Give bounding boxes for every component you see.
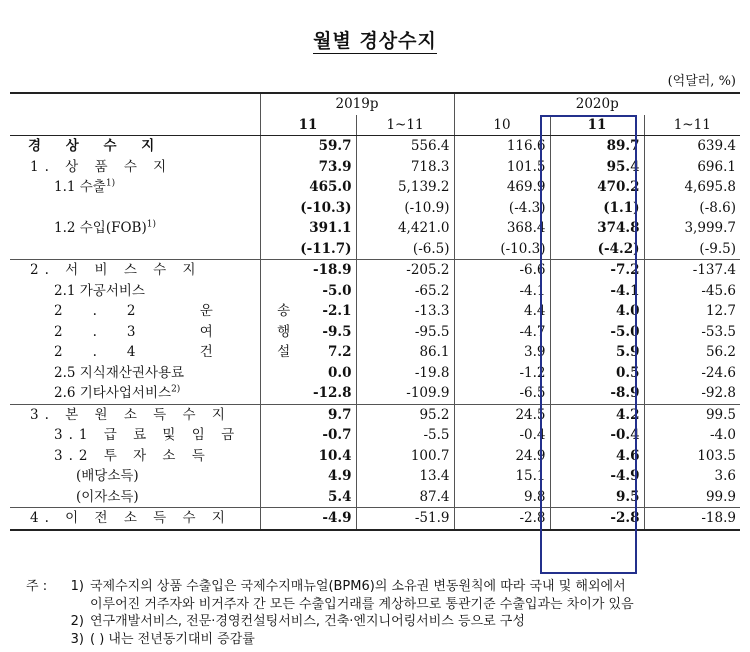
table-cell: -53.5 bbox=[644, 322, 740, 343]
row-label bbox=[10, 198, 260, 219]
table-cell: (1.1) bbox=[550, 198, 644, 219]
header-year-2020: 2020p bbox=[454, 93, 740, 115]
table-row bbox=[10, 136, 740, 157]
table-cell: -2.8 bbox=[550, 508, 644, 530]
table-cell: -0.4 bbox=[550, 425, 644, 446]
row-label: 4. 이 전 소 득 수 지 bbox=[10, 508, 260, 530]
table-row bbox=[10, 508, 740, 530]
footnote-key: 주 : bbox=[26, 579, 48, 594]
table-cell: 4.6 bbox=[550, 446, 644, 467]
table-cell: 696.1 bbox=[644, 157, 740, 178]
table-cell: 56.2 bbox=[644, 342, 740, 363]
table-cell: -9.5 bbox=[260, 322, 356, 343]
header-col: 1~11 bbox=[356, 115, 454, 136]
table-cell: -0.4 bbox=[454, 425, 550, 446]
table-cell: 101.5 bbox=[454, 157, 550, 178]
table-row bbox=[10, 157, 740, 178]
table-cell: 12.7 bbox=[644, 301, 740, 322]
header-col: 10 bbox=[454, 115, 550, 136]
footnote-line bbox=[26, 578, 746, 596]
table-cell: 470.2 bbox=[550, 177, 644, 198]
row-label: 경 상 수 지 bbox=[28, 138, 165, 154]
table-cell: 9.8 bbox=[454, 487, 550, 508]
table-cell: 368.4 bbox=[454, 218, 550, 239]
footnote-mark: 1) bbox=[146, 219, 156, 230]
table-cell: -0.7 bbox=[260, 425, 356, 446]
table-cell: -4.9 bbox=[550, 466, 644, 487]
table-row bbox=[10, 322, 740, 343]
table-cell: (-10.3) bbox=[260, 198, 356, 219]
table-row bbox=[10, 281, 740, 302]
table-cell: -6.5 bbox=[454, 383, 550, 404]
table-cell: -18.9 bbox=[644, 508, 740, 530]
table-cell: 374.8 bbox=[550, 218, 644, 239]
table-cell: 0.0 bbox=[260, 363, 356, 384]
table-cell: 4,695.8 bbox=[644, 177, 740, 198]
table-cell: -2.1 bbox=[260, 301, 356, 322]
table-cell: 9.5 bbox=[550, 487, 644, 508]
table-cell: 718.3 bbox=[356, 157, 454, 178]
row-label: 3. 본 원 소 득 수 지 bbox=[10, 404, 260, 425]
table-cell: 95.4 bbox=[550, 157, 644, 178]
table-cell: 3,999.7 bbox=[644, 218, 740, 239]
header-col: 11 bbox=[260, 115, 356, 136]
footnote-line bbox=[26, 596, 746, 614]
table-cell: -4.9 bbox=[260, 508, 356, 530]
row-label: 1. 상 품 수 지 bbox=[30, 158, 173, 175]
table-cell: -95.5 bbox=[356, 322, 454, 343]
table-cell: -4.1 bbox=[454, 281, 550, 302]
table-cell: 3.6 bbox=[644, 466, 740, 487]
row-label: 2.4 건 설 bbox=[54, 344, 321, 360]
row-label bbox=[10, 239, 260, 260]
footnote-text: 연구개발서비스, 전문·경영컨설팅서비스, 건축·엔지니어링서비스 등으로 구성 bbox=[90, 614, 525, 629]
table-cell: -8.9 bbox=[550, 383, 644, 404]
table-cell: -109.9 bbox=[356, 383, 454, 404]
header-col: 11 bbox=[550, 115, 644, 136]
table-row bbox=[10, 446, 740, 467]
header-year-row bbox=[10, 93, 740, 115]
footnote-num: 3) bbox=[70, 631, 84, 647]
row-label: 2.6 기타사업서비스$^{2)}$ bbox=[54, 384, 181, 401]
table-cell: -13.3 bbox=[356, 301, 454, 322]
table-cell: 4,421.0 bbox=[356, 218, 454, 239]
table-cell: -5.5 bbox=[356, 425, 454, 446]
row-label: (배당소득) bbox=[76, 468, 139, 484]
footnotes bbox=[26, 578, 746, 648]
current-account-table bbox=[10, 92, 740, 531]
table-row bbox=[10, 218, 740, 239]
table-cell: 9.7 bbox=[260, 404, 356, 425]
table-row bbox=[10, 466, 740, 487]
table-cell: 24.9 bbox=[454, 446, 550, 467]
table-cell: (-8.6) bbox=[644, 198, 740, 219]
table-cell: 391.1 bbox=[260, 218, 356, 239]
table-cell: -6.6 bbox=[454, 260, 550, 281]
row-label: 2. 서 비 스 수 지 bbox=[10, 260, 260, 281]
table-cell: (-9.5) bbox=[644, 239, 740, 260]
unit-label: (억달러, %) bbox=[667, 74, 736, 89]
table-cell: 99.9 bbox=[644, 487, 740, 508]
table-cell: 73.9 bbox=[260, 157, 356, 178]
table-cell: -51.9 bbox=[356, 508, 454, 530]
row-label: 3.2 투 자 소 득 bbox=[54, 447, 211, 464]
page-title: 월별 경상수지 bbox=[313, 30, 437, 52]
table-cell: (-4.2) bbox=[550, 239, 644, 260]
table-row bbox=[10, 404, 740, 425]
footnote-line bbox=[26, 631, 746, 649]
table-cell: 4.4 bbox=[454, 301, 550, 322]
row-label: 2.3 여 행 bbox=[54, 323, 321, 340]
table-cell: 4.9 bbox=[260, 466, 356, 487]
footnote-key bbox=[26, 613, 56, 631]
table-cell: 95.2 bbox=[356, 404, 454, 425]
table-cell: 4.2 bbox=[550, 404, 644, 425]
row-label: 3.1 급 료 및 임 금 bbox=[54, 427, 241, 443]
footnote-text: ( ) 내는 전년동기대비 증감률 bbox=[90, 631, 255, 647]
table-cell: 3.9 bbox=[454, 342, 550, 363]
table-cell: (-10.3) bbox=[454, 239, 550, 260]
table-cell: 5,139.2 bbox=[356, 177, 454, 198]
header-col: 1~11 bbox=[644, 115, 740, 136]
table-cell: -5.0 bbox=[260, 281, 356, 302]
table-cell: 86.1 bbox=[356, 342, 454, 363]
table-cell: 59.7 bbox=[260, 136, 356, 157]
table-cell: 89.7 bbox=[550, 136, 644, 157]
table-cell: (-4.3) bbox=[454, 198, 550, 219]
table-cell: -4.1 bbox=[550, 281, 644, 302]
table-row bbox=[10, 198, 740, 219]
table-cell: 465.0 bbox=[260, 177, 356, 198]
table-cell: 116.6 bbox=[454, 136, 550, 157]
table-row bbox=[10, 487, 740, 508]
table-cell: 5.9 bbox=[550, 342, 644, 363]
table-cell: -12.8 bbox=[260, 383, 356, 404]
footnote-mark: 1) bbox=[105, 178, 116, 189]
table-cell: -1.2 bbox=[454, 363, 550, 384]
table-row bbox=[10, 239, 740, 260]
table-row bbox=[10, 363, 740, 384]
table-cell: 87.4 bbox=[356, 487, 454, 508]
table-cell: -92.8 bbox=[644, 383, 740, 404]
table-cell: 4.0 bbox=[550, 301, 644, 322]
table-cell: -45.6 bbox=[644, 281, 740, 302]
table-cell: -65.2 bbox=[356, 281, 454, 302]
table-cell: 99.5 bbox=[644, 404, 740, 425]
footnote-line bbox=[26, 613, 746, 631]
table-cell: 103.5 bbox=[644, 446, 740, 467]
table-row bbox=[10, 425, 740, 446]
table-row bbox=[10, 342, 740, 363]
table-cell: -5.0 bbox=[550, 322, 644, 343]
footnote-text: 이루어진 거주자와 비거주자 간 모든 수출입거래를 계상하므로 통관기준 수출입과는 차이가 있음 bbox=[90, 596, 634, 612]
table-cell: (-10.9) bbox=[356, 198, 454, 219]
row-label: 2.2 운 송 bbox=[54, 303, 321, 319]
footnote-mark: 2) bbox=[171, 384, 181, 395]
table-cell: 639.4 bbox=[644, 136, 740, 157]
row-label: (이자소득) bbox=[76, 488, 139, 505]
table-cell: -19.8 bbox=[356, 363, 454, 384]
footnote-num bbox=[56, 596, 90, 614]
table-row bbox=[10, 260, 740, 281]
table-cell: 0.5 bbox=[550, 363, 644, 384]
table-row bbox=[10, 383, 740, 404]
table-cell: -4.0 bbox=[644, 425, 740, 446]
table-cell: 24.5 bbox=[454, 404, 550, 425]
table-cell: 100.7 bbox=[356, 446, 454, 467]
table-cell: -7.2 bbox=[550, 260, 644, 281]
table-row bbox=[10, 177, 740, 198]
header-blank bbox=[10, 115, 260, 136]
header-blank bbox=[10, 93, 260, 115]
row-label: 2.1 가공서비스 bbox=[54, 282, 145, 299]
table-cell: 15.1 bbox=[454, 466, 550, 487]
table-cell: -205.2 bbox=[356, 260, 454, 281]
table-cell: -24.6 bbox=[644, 363, 740, 384]
table-cell: 13.4 bbox=[356, 466, 454, 487]
table-cell: 5.4 bbox=[260, 487, 356, 508]
table-cell: (-11.7) bbox=[260, 239, 356, 260]
row-label: 1.2 수입(FOB)$^{1)}$ bbox=[54, 219, 156, 236]
footnote-key bbox=[26, 631, 56, 649]
header-year-2019: 2019p bbox=[260, 93, 454, 115]
table-cell: 556.4 bbox=[356, 136, 454, 157]
header-period-row bbox=[10, 115, 740, 136]
table-row bbox=[10, 301, 740, 322]
footnote-key bbox=[26, 596, 56, 614]
table-cell: 469.9 bbox=[454, 177, 550, 198]
table-cell: (-6.5) bbox=[356, 239, 454, 260]
table-cell: 7.2 bbox=[260, 342, 356, 363]
row-label: 1.1 수출$^{1)}$ bbox=[54, 178, 116, 195]
table-cell: -18.9 bbox=[260, 260, 356, 281]
footnote-num: 2) bbox=[70, 614, 84, 629]
table-cell: 10.4 bbox=[260, 446, 356, 467]
footnote-text: 국제수지의 상품 수출입은 국제수지매뉴얼(BPM6)의 소유권 변동원칙에 따라 국내 및 해외에서 bbox=[90, 579, 626, 594]
table-cell: -2.8 bbox=[454, 508, 550, 530]
row-label: 2.5 지식재산권사용료 bbox=[54, 364, 185, 381]
table-cell: -137.4 bbox=[644, 260, 740, 281]
table-cell: -4.7 bbox=[454, 322, 550, 343]
footnote-num: 1) bbox=[70, 579, 84, 594]
